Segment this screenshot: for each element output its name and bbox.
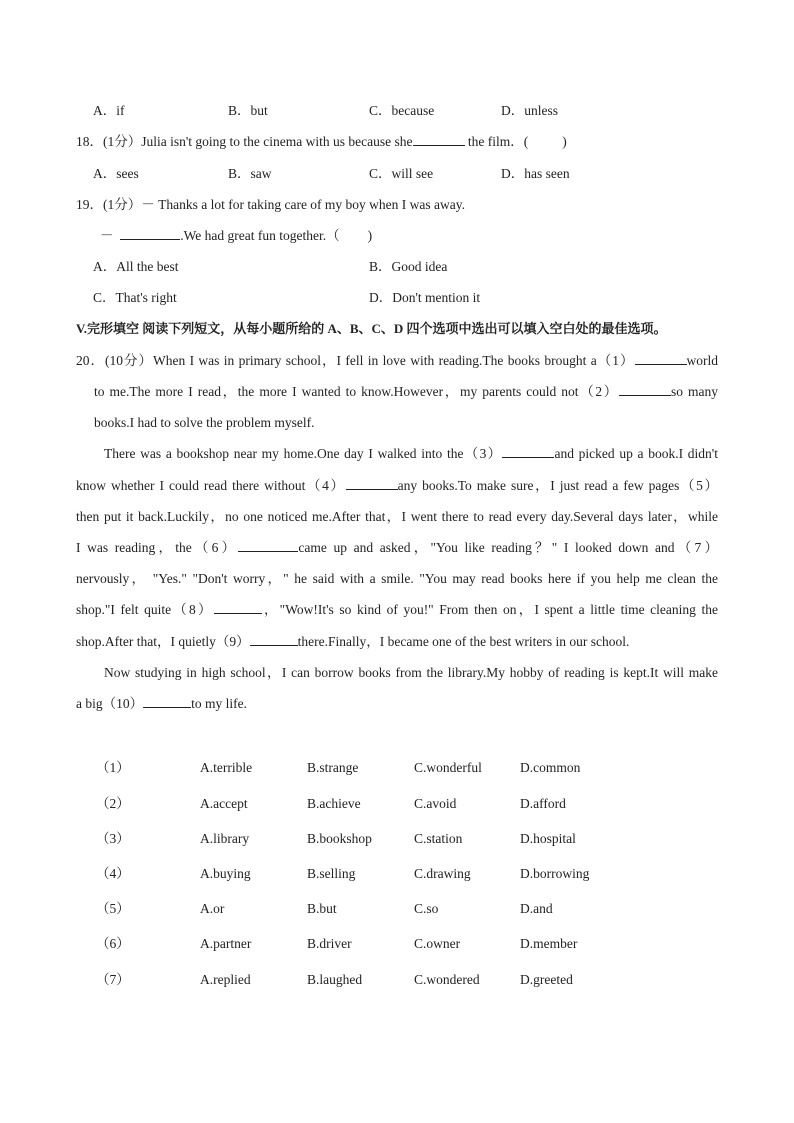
q18-option-c: C．will see (369, 166, 434, 181)
exam-page: A．if B．but C．because D．unless 18．(1分）Julia isn't going to the cinema with us because she the film．( ) A．sees B．saw C．will see D．has seen 19．(1分）－ Thanks a lot for taking care of my boy when I was away. － .We had great fun together.（ ) A．All the best B．Good idea C．That's right D．Don't mention it V.完形填空 阅读下列短文，从每小题所给的 A、B、C、D 四个选项中选出可以填入空白处的最佳选项。 20．(10分）When I was in primary school，I fell in love with reading.The books brought a（1） world to me.The more I read，the more I wanted to know.However，my parents could not（2） so many books.I had to solve the problem myself. There was a bookshop near my home.One day I walked into the（3） and picked up a book.I didn't know whether I could read there without（4） any books.To make sure，I just read a few pages（5） then put it back.Luckily，no one noticed me.After that，I went there to read every day.Several days later，while I was reading，the（6） came up and asked，"You like reading？" I looked down and（7） nervously， "Yes." "Don't worry，" he said with a smile. "You may read books here if you help me clean the shop."I felt quite（8） ，"Wow!It's so kind of you!" From then on，I spent a little time cleaning the shop.After that，I quietly（9） there.Finally，I became one of the best writers in our school. Now studying in high school，I can borrow books from the library.My hobby of reading is kept.It will make a big（10） to my life. （1） A.terrible B.strange C.wonderful D.common （2） A.accept B.achieve C.avoid D.afford （3） A.library B.bookshop C.station D.hospital （4） A.buying B.selling C.drawing D.borrowing （5） A.or B.but C.so D.and （6） A.partner B.driver C.owner D.member （7） A.replied B.laughed C.wondered D.greeted (76, 103, 719, 987)
q17-option-a: A．if (93, 103, 125, 118)
q18-stem-text-2: the film．( (467, 134, 529, 149)
q19-reply (100, 227, 372, 245)
passage-line-11: Now studying in high school，I can borrow books from the library.My hobby of reading is kept.It will make (104, 665, 718, 680)
section-title: V.完形填空 阅读下列短文，从每小题所给的 A、B、C、D 四个选项中选出可以填入空白处的最佳选项。 (76, 321, 667, 336)
q19-stem: 19．(1分）－ Thanks a lot for taking care of my boy when I was away. (76, 197, 466, 212)
passage-line-1: 20．(10分）When I was in primary school，I fell in love with reading.The books brought a（1） world (76, 353, 718, 368)
q17-option-d: D．unless (501, 103, 558, 118)
q18-option-d: D．has seen (501, 166, 570, 181)
q18-stem-text: 18．(1分）Julia isn't going to the cinema with us because she (76, 134, 413, 149)
q18-option-b: B．saw (228, 166, 272, 181)
passage-line-9: shop."I felt quite（8） ，"Wow!It's so kind of you!" From then on，I spent a little time cleaning the (76, 602, 719, 617)
passage-line-6: then put it back.Luckily，no one noticed me.After that，I went there to read every day.Several days later，while (76, 509, 718, 524)
passage-line-3: books.I had to solve the problem myself. (94, 415, 315, 430)
q19-option-c: C．That's right (93, 290, 177, 305)
q19-reply-close: ) (367, 228, 373, 243)
q19-option-b: B．Good idea (369, 259, 448, 274)
passage-line-2: to me.The more I read，the more I wanted to know.However，my parents could not（2） so many (94, 384, 718, 399)
q18-option-a: A．sees (93, 166, 139, 181)
passage-line-12: a big（10） to my life. (76, 696, 247, 711)
passage-line-5: know whether I could read there without（4） any books.To make sure，I just read a few pages（5） (76, 478, 718, 493)
passage-line-8: nervously， "Yes." "Don't worry，" he said with a smile. "You may read books here if you help me clean the (76, 571, 718, 586)
q19-option-d: D．Don't mention it (369, 290, 481, 305)
q19-blank (120, 227, 180, 240)
passage-line-4: There was a bookshop near my home.One day I walked into the（3） and picked up a book.I didn't (104, 446, 718, 461)
q17-option-c: C．because (369, 103, 435, 118)
q19-option-a: A．All the best (93, 259, 179, 274)
passage-line-10: shop.After that，I quietly（9） there.Finally，I became one of the best writers in our school. (76, 634, 630, 649)
q19-reply-dash: － (100, 228, 114, 243)
q18-blank (413, 133, 465, 146)
passage-line-7: I was reading，the（6） came up and asked，"You like reading？" I looked down and（7） (76, 540, 718, 555)
q18-stem (76, 133, 567, 151)
q19-reply-text: .We had great fun together.（ (180, 228, 340, 243)
q18-stem-close: ) (562, 134, 567, 149)
q17-option-b: B．but (228, 103, 268, 118)
